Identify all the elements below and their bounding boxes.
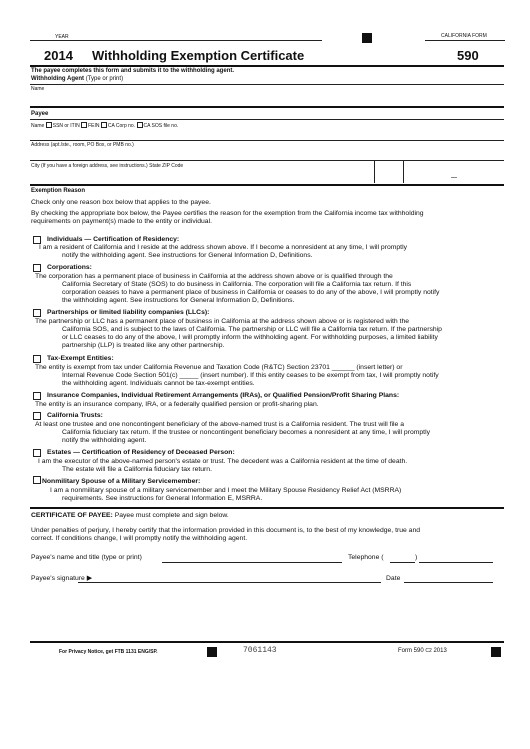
estates-text: I am the executor of the above-named person's estate or trust. The decedent was a California resident at the time of death. The estate will file a California fiduciary tax return. bbox=[38, 458, 408, 473]
agent-name-label: Name bbox=[31, 86, 45, 92]
insurance-checkbox[interactable] bbox=[33, 392, 41, 400]
ssn-itin-label: SSN or ITIN bbox=[52, 123, 80, 129]
signature-label: Payee's signature bbox=[31, 575, 85, 582]
certificate-heading: CERTIFICATE OF PAYEE: Payee must complete and sign below. bbox=[31, 512, 229, 519]
exemption-heading: Exemption Reason bbox=[31, 188, 86, 194]
agent-name-field[interactable] bbox=[30, 85, 504, 106]
corporations-title: Corporations: bbox=[47, 264, 92, 271]
form-number: 590 bbox=[457, 48, 479, 63]
footer-rule bbox=[30, 641, 504, 643]
withholding-agent-heading: Withholding Agent (Type or print) bbox=[31, 76, 124, 82]
individuals-checkbox[interactable] bbox=[33, 236, 41, 244]
payee-rule-top bbox=[30, 119, 504, 120]
agent-section-rule bbox=[30, 106, 504, 108]
address-label: Address (apt./ste., room, PO Box, or PMB no.) bbox=[31, 142, 134, 148]
barcode-number: 7061143 bbox=[243, 646, 277, 655]
exemption-section-rule bbox=[30, 507, 504, 509]
city-label: City (If you have a foreign address, see instructions.) State ZIP Code bbox=[31, 163, 184, 169]
tax-exempt-title: Tax-Exempt Entities: bbox=[47, 355, 114, 362]
intro-text: The payee completes this form and submits it to the withholding agent. bbox=[31, 68, 235, 74]
signature-arrow-icon: ▶ bbox=[86, 575, 92, 582]
nonmilitary-spouse-text: I am a nonmilitary spouse of a military servicemember and I meet the Military Spouse Residency Relief Act (MSRRA) requirements. See instructions for General Information E, MSRRA. bbox=[50, 487, 402, 502]
partnerships-checkbox[interactable] bbox=[33, 309, 41, 317]
telephone-line bbox=[419, 562, 493, 563]
nonmilitary-spouse-checkbox[interactable] bbox=[33, 476, 41, 484]
date-label: Date bbox=[386, 575, 401, 582]
area-code-field[interactable] bbox=[390, 552, 418, 562]
state-form-label: CALIFORNIA FORM bbox=[441, 33, 487, 39]
telephone-close: ) bbox=[415, 554, 418, 561]
ca-corp-checkbox[interactable] bbox=[101, 122, 107, 128]
estates-title: Estates — Certification of Residency of Deceased Person: bbox=[47, 449, 235, 456]
privacy-notice: For Privacy Notice, get FTB 1131 ENG/SP. bbox=[59, 649, 158, 655]
state-field[interactable] bbox=[375, 170, 402, 183]
fein-label: FEIN bbox=[88, 123, 100, 129]
trusts-title: California Trusts: bbox=[47, 412, 103, 419]
city-field[interactable] bbox=[30, 170, 370, 183]
exemption-certify-text: By checking the appropriate box below, the Payee certifies the reason for the exemption from the California income tax withholding requirements on payment(s) made to the entity or individual. bbox=[31, 210, 424, 225]
perjury-statement: Under penalties of perjury, I hereby certify that the information provided in this document is, to the best of my knowledge, true and correct. If conditions change, I will promptly notify the withholding agent. bbox=[31, 527, 421, 542]
insurance-text: The entity is an insurance company, IRA, or a federally qualified pension or profit-sharing plan. bbox=[35, 401, 319, 408]
tax-exempt-text: The entity is exempt from tax under California Revenue and Taxation Code (R&TC) Section 23701 ______ (insert letter) or Internal Revenue Code Section 501(c) _____ (insert number). If this entity ceases to be exempt from tax, I will promptly notify the withholding agent. Individuals cannot be tax-exempt entities. bbox=[35, 364, 439, 387]
registration-mark-bottom-right bbox=[491, 647, 501, 657]
header-rule bbox=[30, 40, 322, 41]
fein-checkbox[interactable] bbox=[81, 122, 87, 128]
exemption-instruction: Check only one reason box below that applies to the payee. bbox=[31, 199, 211, 206]
payee-name-title-field[interactable] bbox=[162, 552, 342, 562]
year-label: YEAR bbox=[55, 34, 69, 40]
insurance-title: Insurance Companies, Individual Retirement Arrangements (IRAs), or Qualified Pension/Profit Sharing Plans: bbox=[47, 392, 400, 399]
ssn-itin-checkbox[interactable] bbox=[46, 122, 52, 128]
payee-heading: Payee bbox=[31, 111, 49, 117]
trusts-checkbox[interactable] bbox=[33, 412, 41, 420]
header-rule-right bbox=[425, 40, 505, 41]
page-title: Withholding Exemption Certificate bbox=[92, 48, 305, 63]
date-field[interactable] bbox=[404, 572, 493, 582]
payee-name-title-line bbox=[162, 562, 342, 563]
nonmilitary-spouse-title: Nonmilitary Spouse of a Military Servicemember: bbox=[42, 478, 201, 485]
ca-sos-checkbox[interactable] bbox=[137, 122, 143, 128]
form-year: 2014 bbox=[44, 48, 73, 63]
partnerships-text: The partnership or LLC has a permanent place of business in California at the address shown above or is registered with the California SOS, and is subject to the laws of California. The partnership or LLC will file a California tax return. If the partnership or LLC ceases to do any of the above, I will promptly inform the withholding agent. For withholding purposes, a limited liability partnership (LLP) is treated like any other partnership. bbox=[35, 318, 442, 349]
individuals-title: Individuals — Certification of Residency: bbox=[47, 236, 180, 243]
payee-section-rule bbox=[30, 184, 504, 186]
signature-field[interactable] bbox=[78, 570, 381, 582]
payee-name-field[interactable] bbox=[30, 130, 504, 140]
signature-line bbox=[78, 582, 381, 583]
area-code-line bbox=[390, 562, 415, 563]
partnerships-title: Partnerships or limited liability companies (LLCs): bbox=[47, 309, 210, 316]
title-rule bbox=[30, 65, 504, 67]
trusts-text: At least one trustee and one noncontingent beneficiary of the above-named trust is a California resident. The trust will file a California fiduciary tax return. If the trustee or noncontingent beneficiary becomes a nonresident at any time, I will promptly notify the withholding agent. bbox=[35, 421, 430, 444]
registration-mark bbox=[362, 33, 372, 43]
zip-dash bbox=[451, 177, 457, 178]
ca-corp-label: CA Corp no. bbox=[107, 123, 136, 129]
payee-rule-2 bbox=[30, 160, 504, 161]
payee-name-label: Name bbox=[31, 123, 45, 129]
tax-exempt-checkbox[interactable] bbox=[33, 355, 41, 363]
registration-mark-bottom bbox=[207, 647, 217, 657]
payee-name-title-label: Payee's name and title (type or print) bbox=[31, 554, 142, 561]
payee-name-row bbox=[31, 122, 178, 129]
telephone-field[interactable] bbox=[419, 552, 493, 562]
individuals-text: I am a resident of California and I reside at the address shown above. If I become a nonresident at any time, I will promptly notify the withholding agent. See instructions for General Information D, Definitions. bbox=[39, 244, 407, 259]
date-line bbox=[404, 582, 493, 583]
address-field[interactable] bbox=[30, 149, 504, 160]
payee-rule-1 bbox=[30, 140, 504, 141]
corporations-checkbox[interactable] bbox=[33, 264, 41, 272]
corporations-text: The corporation has a permanent place of business in California at the address shown above or is qualified through the California Secretary of State (SOS) to do business in California. The corporation will file a California tax return. If this corporation ceases to have a permanent place of business in California or ceases to do any of the above, I will promptly notify the withholding agent. See instructions for General Information D, Definitions. bbox=[35, 273, 440, 304]
ca-sos-label: CA SOS file no. bbox=[143, 123, 179, 129]
form-reference: Form 590 C2 2013 bbox=[398, 648, 447, 654]
estates-checkbox[interactable] bbox=[33, 449, 41, 457]
telephone-label: Telephone ( bbox=[348, 554, 384, 561]
